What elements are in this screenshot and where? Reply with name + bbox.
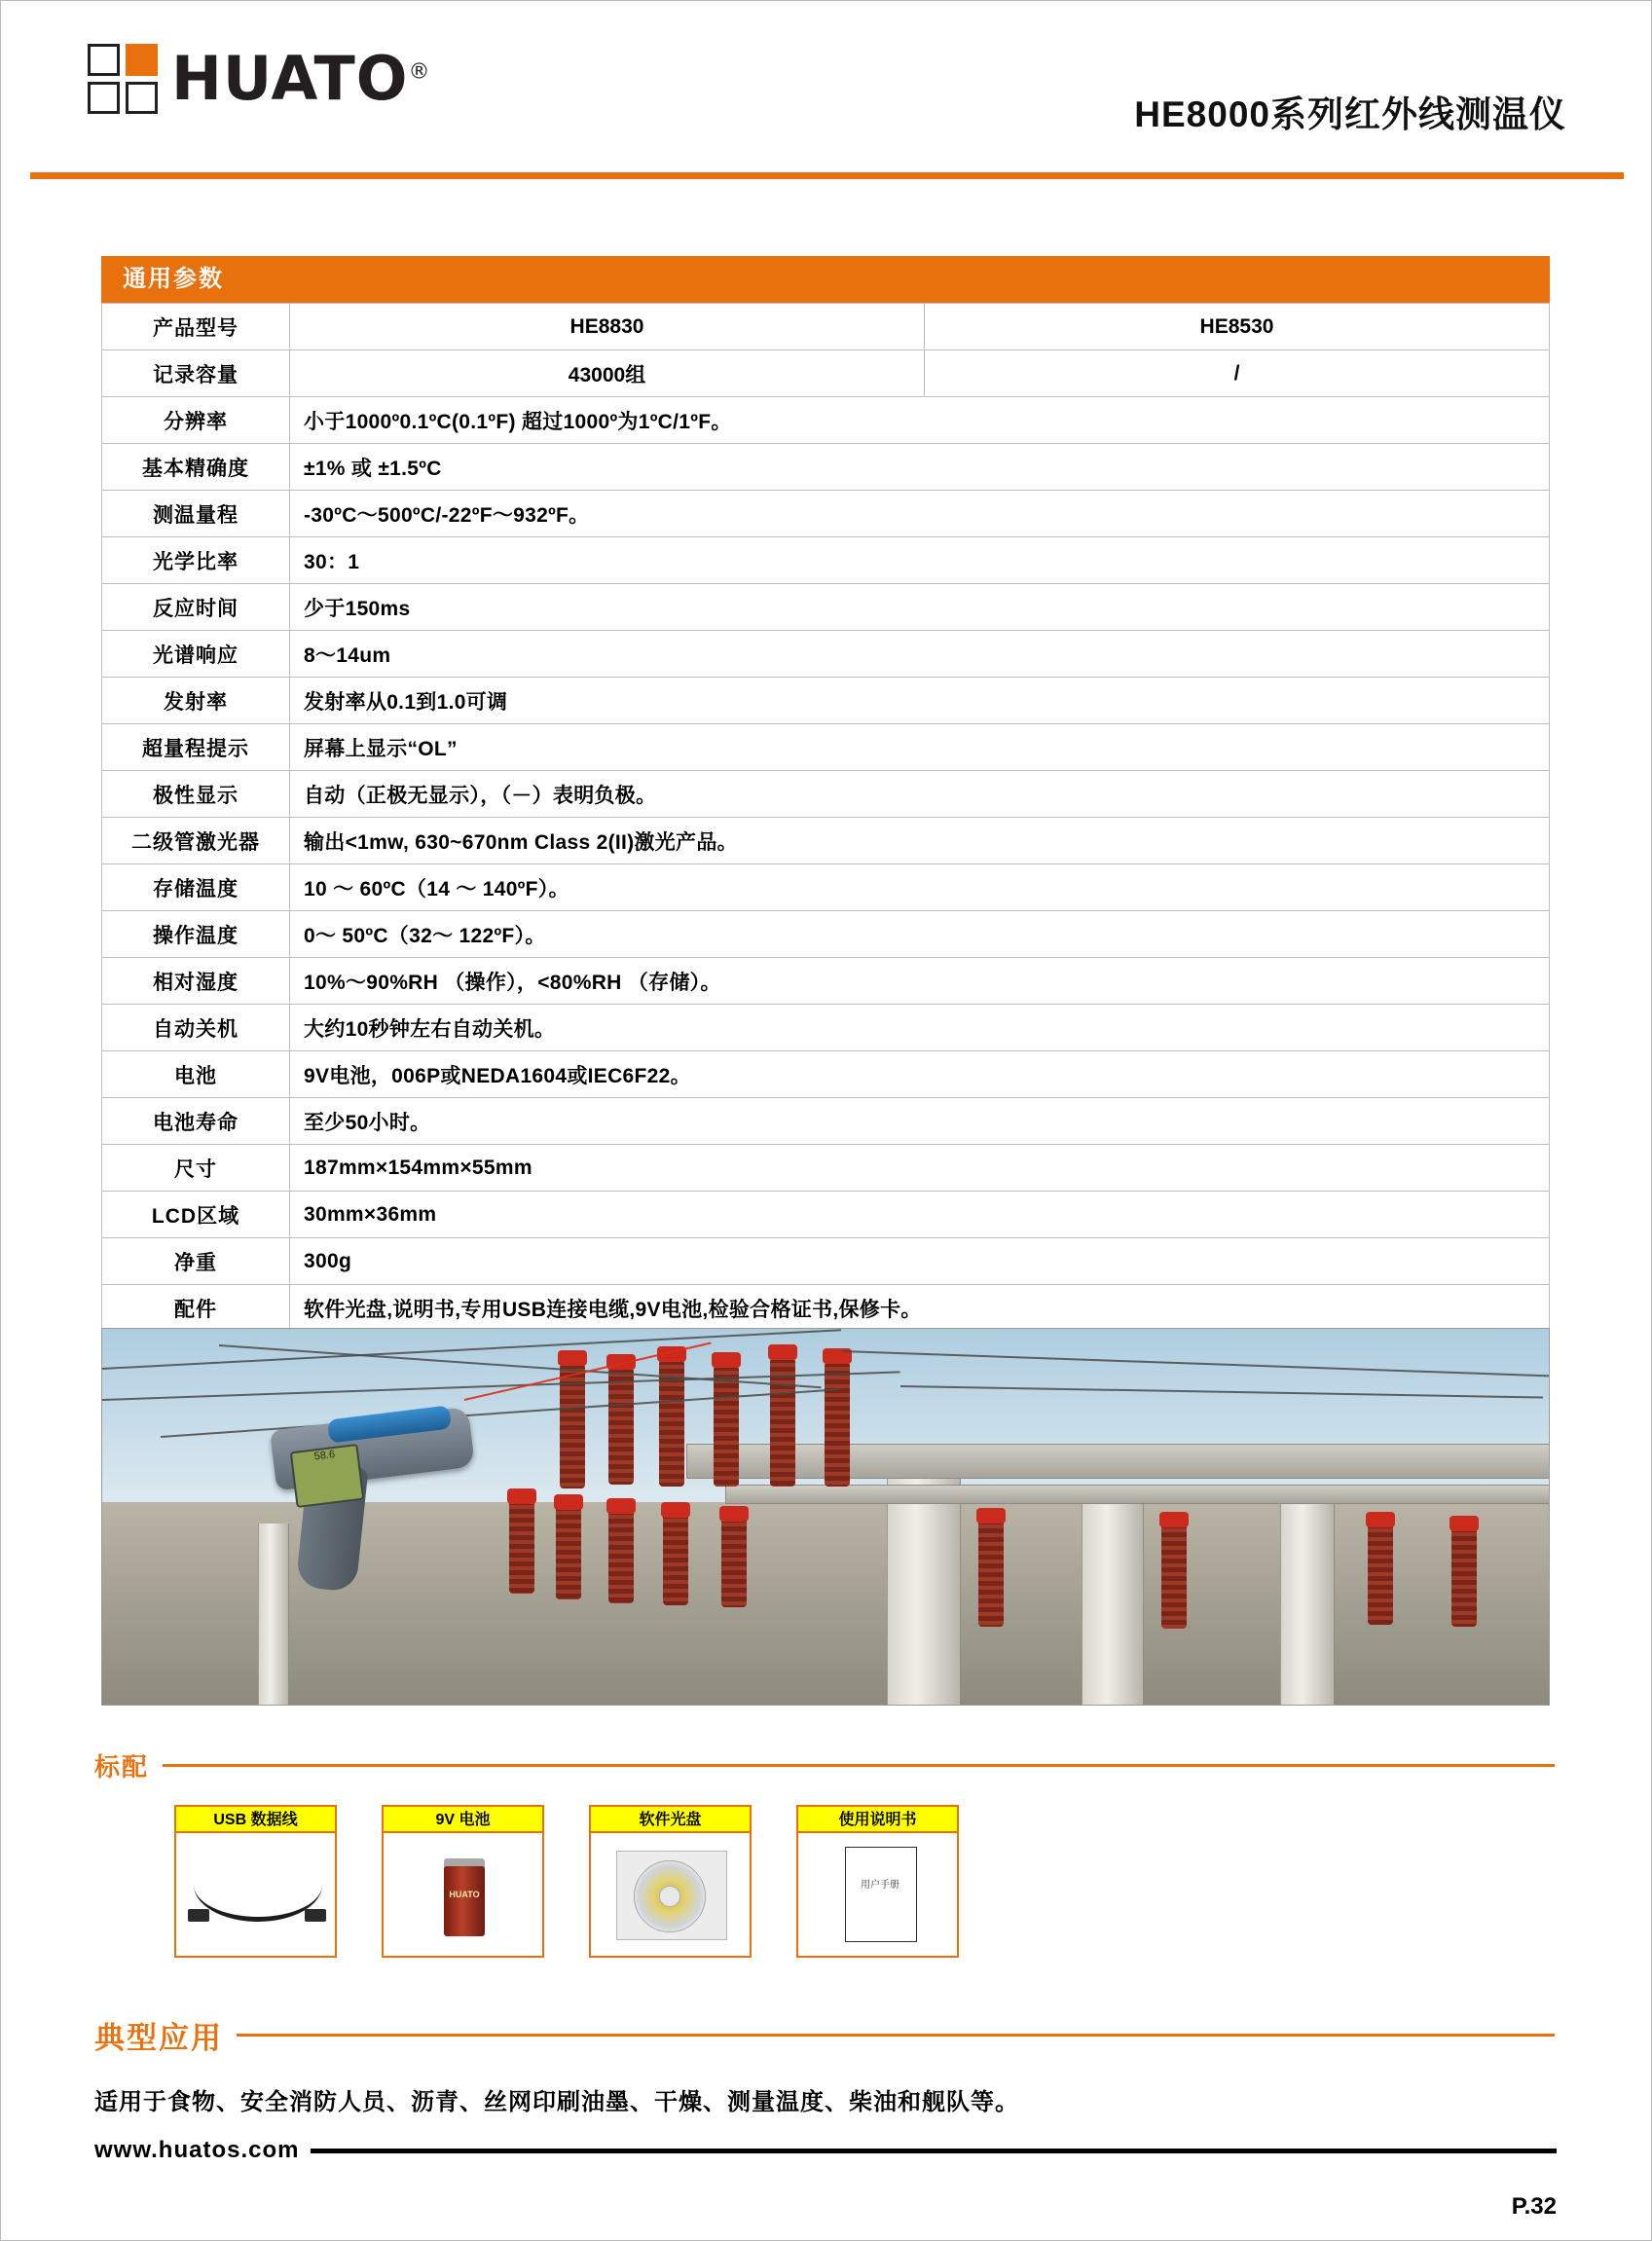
table-row [102,631,1550,678]
standard-section-title: 标配 [94,1752,150,1782]
row-value: 输出<1mw, 630~670nm Class 2(II)激光产品。 [290,818,1550,864]
section-divider [237,2034,1555,2037]
photo-pillar [258,1524,289,1706]
accessory-label: 9V 电池 [382,1805,544,1833]
row-value: 10%〜90%RH （操作），<80%RH （存储）。 [290,958,1550,1005]
registered-mark: ® [408,59,431,85]
row-label: LCD区域 [102,1192,290,1238]
standard-accessories-section [94,1747,1555,1958]
row-value: 少于150ms [290,584,1550,631]
table-row [102,397,1550,444]
photo-insulator [608,1510,634,1603]
row-value: 屏幕上显示“OL” [290,724,1550,771]
table-row [102,864,1550,911]
photo-insulator-cap [554,1494,583,1510]
row-value-he8530: HE8530 [925,304,1550,350]
row-label: 配件 [102,1285,290,1332]
usb-plug-icon [305,1909,326,1922]
row-label: 尺寸 [102,1145,290,1192]
row-label: 存储温度 [102,864,290,911]
photo-insulator [1161,1524,1187,1629]
table-row [102,1005,1550,1051]
table-row [102,678,1550,724]
brand-logo [88,43,431,114]
row-value: 小于1000º0.1ºC(0.1ºF) 超过1000º为1ºC/1ºF。 [290,397,1550,444]
table-row [102,584,1550,631]
accessory-list [174,1805,1555,1958]
row-value-he8530: / [925,350,1550,397]
huato-logo-icon [88,44,158,114]
row-value: 发射率从0.1到1.0可调 [290,678,1550,724]
footer-top [94,2137,1557,2164]
photo-insulator-cap [1366,1512,1395,1527]
list-item [174,1805,337,1958]
table-row [102,1051,1550,1098]
row-value: ±1% 或 ±1.5ºC [290,444,1550,491]
spec-table-block [101,256,1550,1332]
accessory-image [589,1833,752,1958]
spec-section-title: 通用参数 [101,256,1550,303]
photo-insulator-cap [661,1502,690,1518]
photo-insulator-cap [507,1488,536,1504]
photo-insulator-cap [1450,1516,1479,1531]
header-divider [30,172,1624,179]
table-row [102,771,1550,818]
battery-icon [444,1866,485,1936]
table-row [102,491,1550,537]
accessory-image [174,1833,337,1958]
page-title: HE8000系列红外线测温仪 [1134,94,1566,134]
thermometer-display: 58.6 [290,1444,365,1508]
row-value: 300g [290,1238,1550,1285]
photo-insulator-cap [558,1350,587,1366]
photo-beam [686,1444,1550,1479]
photo-insulator [1451,1527,1477,1627]
row-label: 反应时间 [102,584,290,631]
row-value: 10 〜 60ºC（14 〜 140ºF）。 [290,864,1550,911]
row-label: 极性显示 [102,771,290,818]
battery-label: HUATO [449,1890,480,1899]
section-divider [163,1764,1555,1767]
usb-plug-icon [188,1909,209,1922]
list-item [382,1805,544,1958]
row-label: 光谱响应 [102,631,290,678]
application-section-header [94,2013,1555,2057]
photo-insulator-cap [976,1508,1006,1524]
row-value: 9V电池，006P或NEDA1604或IEC6F22。 [290,1051,1550,1098]
application-section-title: 典型应用 [94,2021,223,2055]
table-row [102,350,1550,397]
row-label: 超量程提示 [102,724,290,771]
table-row [102,911,1550,958]
row-label: 基本精确度 [102,444,290,491]
manual-book-label: 用户手册 [861,1880,899,1891]
photo-insulator [1368,1524,1393,1625]
photo-pillar [1280,1494,1335,1706]
standard-section-header [94,1747,1555,1783]
row-label: 测温量程 [102,491,290,537]
row-value: 0〜 50ºC（32〜 122ºF）。 [290,911,1550,958]
row-value-he8830: HE8830 [290,304,925,350]
photo-insulator-cap [606,1498,636,1514]
application-text: 适用于食物、安全消防人员、沥青、丝网印刷油墨、干燥、测量温度、柴油和舰队等。 [94,2089,1019,2115]
brand-name-text: HUATO [171,43,409,114]
photo-insulator [556,1506,581,1599]
row-label: 发射率 [102,678,290,724]
row-value: 8〜14um [290,631,1550,678]
row-value: 自动（正极无显示），（－）表明负极。 [290,771,1550,818]
table-row [102,304,1550,350]
photo-pillar [887,1475,961,1706]
row-value-he8830: 43000组 [290,350,925,397]
accessory-image [796,1833,959,1958]
row-label: 操作温度 [102,911,290,958]
row-value: -30ºC〜500ºC/-22ºF〜932ºF。 [290,491,1550,537]
photo-insulator [714,1366,739,1487]
photo-insulator [825,1362,850,1487]
brand-name [171,43,431,114]
cd-hole-icon [659,1886,680,1907]
table-row [102,818,1550,864]
page-number: P.32 [1511,2193,1557,2220]
page-footer [94,2137,1557,2221]
photo-insulator-cap [719,1506,749,1522]
photo-insulator [721,1518,747,1607]
photo-insulator [978,1520,1004,1627]
table-row [102,1285,1550,1332]
photo-beam [725,1485,1550,1504]
manual-book-icon [845,1847,917,1942]
table-row [102,444,1550,491]
row-label: 电池 [102,1051,290,1098]
row-label: 自动关机 [102,1005,290,1051]
row-label: 分辨率 [102,397,290,444]
accessory-label: 使用说明书 [796,1805,959,1833]
photo-insulator [663,1514,688,1605]
row-label: 二级管激光器 [102,818,290,864]
photo-insulator [509,1500,534,1594]
row-label: 产品型号 [102,304,290,350]
list-item [796,1805,959,1958]
product-photo [101,1328,1550,1706]
photo-insulator-cap [1159,1512,1189,1527]
table-row [102,724,1550,771]
spec-table [101,303,1550,1332]
list-item [589,1805,752,1958]
accessory-label: USB 数据线 [174,1805,337,1833]
row-value: 30mm×36mm [290,1192,1550,1238]
row-value: 软件光盘,说明书,专用USB连接电缆,9V电池,检验合格证书,保修卡。 [290,1285,1550,1332]
row-value: 187mm×154mm×55mm [290,1145,1550,1192]
usb-cable-icon [194,1878,322,1922]
row-value: 大约10秒钟左右自动关机。 [290,1005,1550,1051]
table-row [102,1238,1550,1285]
photo-pillar [1082,1485,1144,1706]
table-row [102,1098,1550,1145]
photo-insulator-cap [712,1352,741,1368]
row-label: 净重 [102,1238,290,1285]
row-label: 相对湿度 [102,958,290,1005]
row-label: 记录容量 [102,350,290,397]
row-label: 光学比率 [102,537,290,584]
row-label: 电池寿命 [102,1098,290,1145]
website-url[interactable]: www.huatos.com [94,2137,300,2163]
accessory-image [382,1833,544,1958]
table-row [102,958,1550,1005]
page-header [2,2,1652,172]
typical-application-section [94,2013,1555,2116]
footer-divider [311,2149,1557,2153]
photo-insulator-cap [768,1344,797,1360]
photo-insulator [608,1368,634,1485]
row-value: 至少50小时。 [290,1098,1550,1145]
table-row [102,537,1550,584]
accessory-label: 软件光盘 [589,1805,752,1833]
row-value: 30：1 [290,537,1550,584]
table-row [102,1145,1550,1192]
table-row [102,1192,1550,1238]
